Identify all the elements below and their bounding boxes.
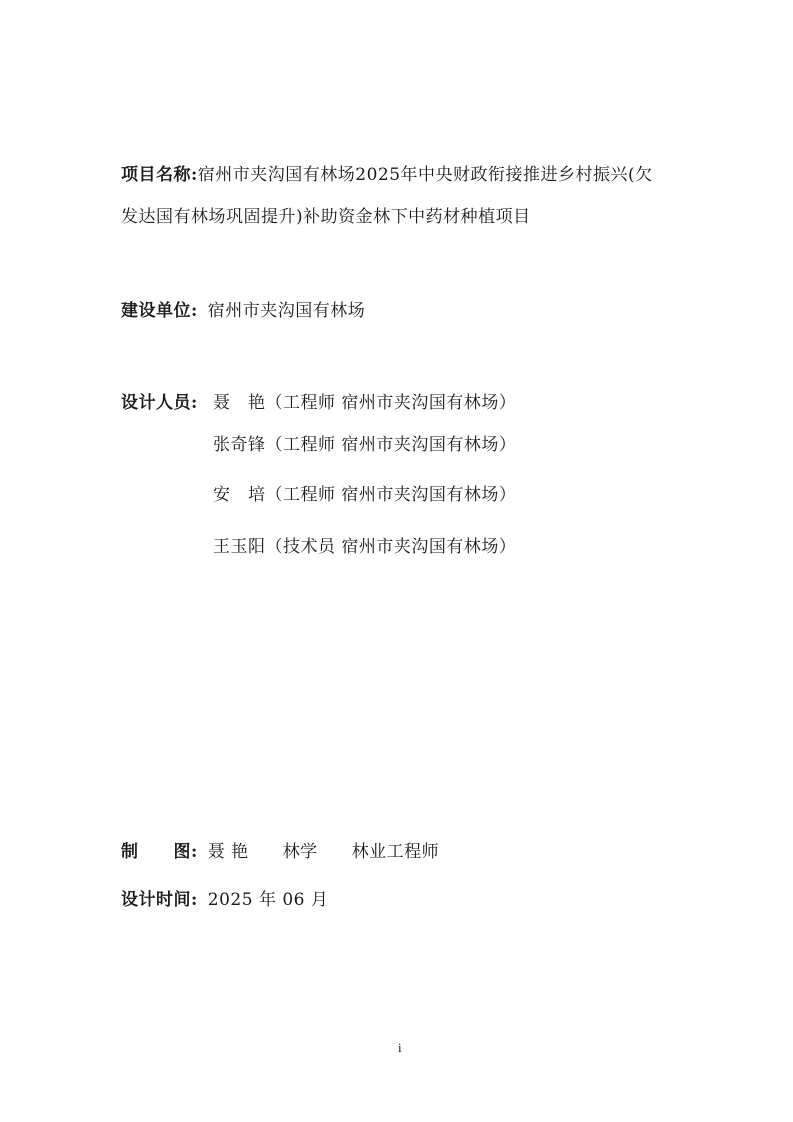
designers-label-line: [121, 391, 198, 415]
drafter-label: 制 图:: [121, 842, 198, 862]
designer-entry: 聂 艳（工程师 宿州市夹沟国有林场）: [213, 393, 517, 413]
page-number: i: [398, 1040, 402, 1055]
drafter-name: 聂 艳: [207, 842, 249, 862]
project-name-line2: [121, 205, 531, 229]
project-name-value-line1: 宿州市夹沟国有林场2025年中央财政衔接推进乡村振兴(欠: [197, 165, 653, 185]
designers-label: 设计人员:: [121, 393, 198, 413]
project-name-label: 项目名称:: [121, 165, 198, 185]
designer-entry: 王玉阳（技术员 宿州市夹沟国有林场）: [213, 537, 517, 557]
construction-unit: [121, 299, 365, 323]
drafter-major: 林学: [282, 842, 318, 862]
construction-unit-value: 宿州市夹沟国有林场: [207, 301, 366, 321]
drafter: [121, 840, 439, 864]
drafter-title: 林业工程师: [351, 842, 440, 862]
construction-unit-label: 建设单位:: [121, 301, 198, 321]
design-date-label: 设计时间:: [121, 890, 198, 910]
project-name-value-line2: 发达国有林场巩固提升)补助资金林下中药材种植项目: [121, 207, 531, 227]
designer-entry: 张奇锋（工程师 宿州市夹沟国有林场）: [213, 435, 517, 455]
design-date: [121, 888, 328, 912]
design-date-value: 2025 年 06 月: [207, 890, 329, 910]
project-name-line1: [121, 163, 653, 187]
designer-entry: 安 培（工程师 宿州市夹沟国有林场）: [213, 485, 517, 505]
